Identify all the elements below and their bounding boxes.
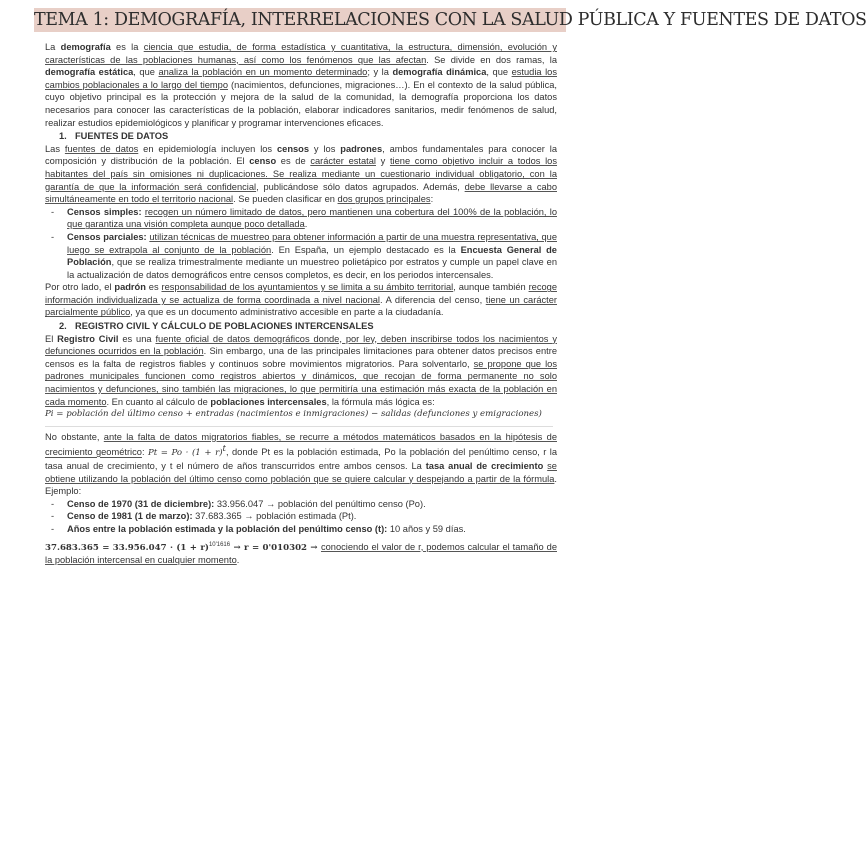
registry-paragraph: El Registro Civil es una fuente oficial de datos demográficos donde, por ley, deben inscribirse todos los nacimientos y defunciones ocurridos en la población. Sin embargo, una de las principales limitaciones para obtener datos precisos entre censos es la falta de registros fiables y continuos sobre movimientos migratorios. Para solventarlo, se propone que los padrones municipales funcionen como registros abiertos y dinámicos, que recojan de forma permanente no solo nacimientos y defunciones, sino también las migraciones, lo que permitiría una estimación más exacta de la población en cada momento. En cuanto al cálculo de poblaciones intercensales, la fórmula más lógica es: bbox=[45, 333, 557, 407]
sources-paragraph: Las fuentes de datos en epidemiología incluyen los censos y los padrones, ambos fundamentales para conocer la composición y distribución de la población. El censo es de carácter estatal y tiene como objetivo incluir a todos los habitantes del país sin omisiones ni duplicaciones. Se realiza mediante un cuestionario individual obligatorio, con la garantía de que la información será confidencial, publicándose sólo datos agrupados. Además, debe llevarse a cabo simultáneamente en todo el territorio nacional. Se pueden clasificar en dos grupos principales: bbox=[45, 143, 558, 205]
intro-paragraph: La demografía es la ciencia que estudia, de forma estadística y cuantitativa, la estructura, dimensión, evolución y características de las poblaciones humanas, así como los fenómenos que las afectan. Se divide en dos ramas, la demografía estática, que analiza la población en un momento determinado; y la demografía dinámica, que estudia los cambios poblacionales a lo largo del tiempo (nacimientos, defunciones, migraciones…). En el contexto de la salud pública, cuyo objetivo principal es la protección y mejora de la salud de la comunidad, la demografía proporciona los datos necesarios para conocer las características de la población, elaborar indicadores sanitarios, medir fenómenos de salud, realizar estudios epidemiológicos y planificar y programar intervenciones eficaces. bbox=[45, 42, 557, 128]
list-item: - Censo de 1970 (31 de diciembre): 33.956.047 → población del penúltimo censo (Po). bbox=[45, 498, 557, 511]
intercensal-formula: Pi = población del último censo + entradas (nacimientos e inmigraciones) − salidas (defunciones y emigraciones) bbox=[45, 409, 542, 420]
list-item: - Años entre la población estimada y la población del penúltimo censo (t): 10 años y 59 días. bbox=[45, 523, 557, 536]
page-title: TEMA 1: DEMOGRAFÍA, INTERRELACIONES CON LA SALUD PÚBLICA Y FUENTES DE DATOS bbox=[34, 10, 867, 30]
geometric-growth-paragraph: No obstante, ante la falta de datos migratorios fiables, se recurre a métodos matemáticos basados en la hipótesis de crecimiento geométrico: $Pt = Po \cdot (1 + r)^t$, donde Pt es la población estimada, Po la población del penúltimo censo, r la tasa anual de crecimiento, y t el número de años transcurridos entre ambos censos. La tasa anual de crecimiento se obtiene utilizando la población del último censo como población que se quiere calcular y despejando a partir de la fórmula. Ejemplo: bbox=[45, 431, 557, 497]
growth-calculation: $37.683.365 = 33.956.047 \cdot (1 + r)^{10'1616} \to r = 0'010302$ → conociendo el valor de r, podemos calcular el tamaño de la población intercensal en cualquier momento. bbox=[45, 541, 557, 566]
padron-paragraph: Por otro lado, el padrón es responsabilidad de los ayuntamientos y se limita a su ámbito territorial, aunque también recoge información individualizada y se actualiza de forma coordinada a nivel nacional. A diferencia del censo, tiene un carácter parcialmente público, ya que es un documento administrativo accesible en parte a la ciudadanía. bbox=[45, 282, 557, 318]
section-2-heading: 2. REGISTRO CIVIL Y CÁLCULO DE POBLACIONES INTERCENSALES bbox=[59, 321, 374, 332]
section-1-heading: 1. FUENTES DE DATOS bbox=[59, 131, 169, 142]
census-types-list bbox=[45, 206, 557, 282]
document-body bbox=[45, 41, 557, 567]
list-item: - Censo de 1981 (1 de marzo): 37.683.365 → población estimada (Pt). bbox=[45, 510, 557, 523]
example-list bbox=[45, 498, 557, 536]
list-item: - Censos simples: recogen un número limitado de datos, pero mantienen una cobertura del 100% de la población, lo que garantiza una visión completa aunque poco detallada. bbox=[45, 206, 557, 231]
divider bbox=[45, 426, 553, 427]
list-item: - Censos parciales: utilizan técnicas de muestreo para obtener información a partir de una muestra representativa, que luego se extrapola al conjunto de la población. En España, un ejemplo destacado es la Encuesta General de Población, que se realiza trimestralmente mediante un muestreo polietápico por estratos y cumple un papel clave en la actualización de datos demográficos entre censos completos, es decir, en los periodos intercensales. bbox=[45, 231, 557, 281]
